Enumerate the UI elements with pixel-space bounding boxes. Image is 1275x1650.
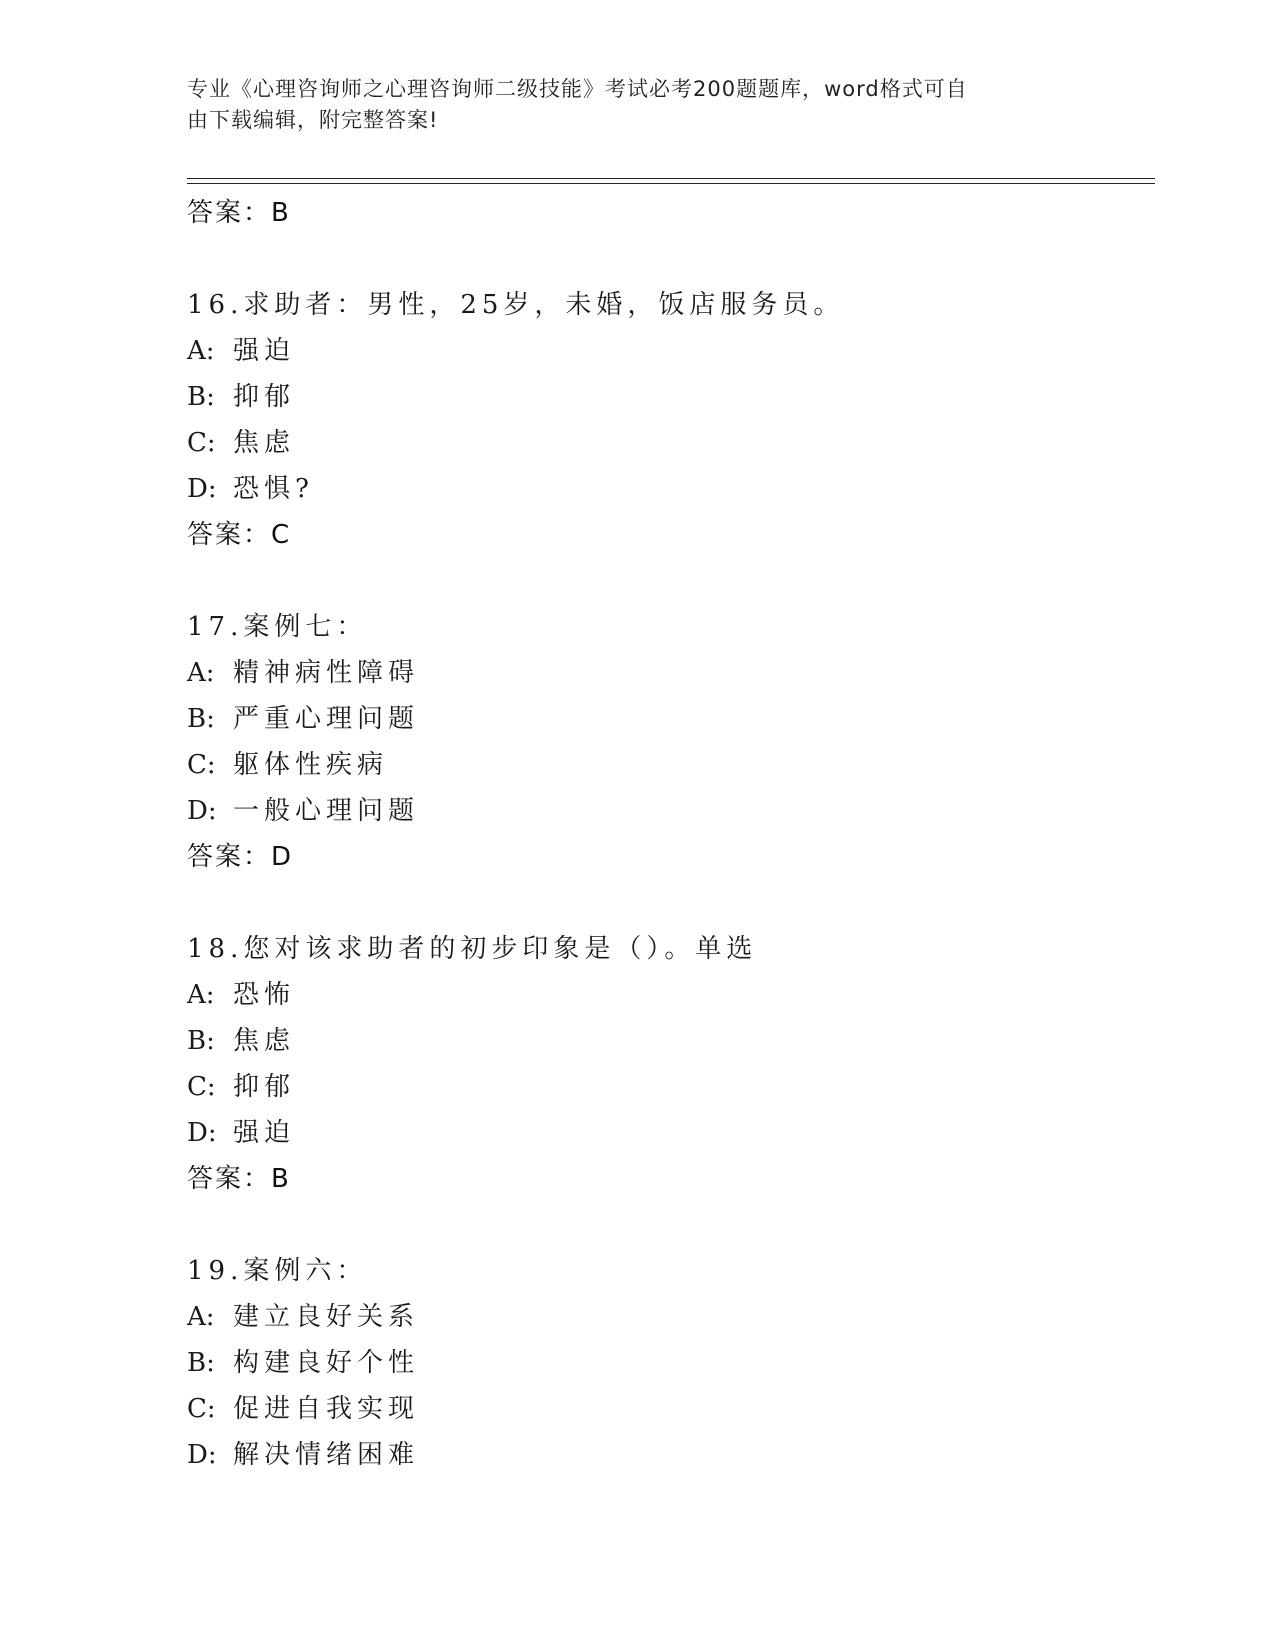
document-header — [187, 74, 1067, 136]
answer-line: 答案：B — [187, 198, 291, 228]
header-divider-top — [187, 178, 1155, 179]
question-text: 19.案例六： — [187, 1256, 368, 1286]
option-d: D: 强迫 — [187, 1118, 296, 1148]
spacer — [187, 880, 1147, 926]
option-a: A: 建立良好关系 — [187, 1302, 420, 1332]
spacer — [187, 236, 1147, 282]
option-b: B: 严重心理问题 — [187, 704, 420, 734]
question-list — [187, 190, 1147, 1478]
question-block-18 — [187, 926, 1147, 1202]
option-c: C: 焦虑 — [187, 428, 296, 458]
answer-line: 答案：C — [187, 520, 292, 550]
option-d: D: 恐惧? — [187, 474, 314, 504]
answer-line: 答案：D — [187, 842, 294, 872]
header-line-2: 由下载编辑，附完整答案! — [187, 108, 439, 132]
option-a: A: 精神病性障碍 — [187, 658, 420, 688]
question-text: 16.求助者：男性，25岁，未婚，饭店服务员。 — [187, 290, 845, 320]
question-text: 17.案例七： — [187, 612, 368, 642]
spacer — [187, 558, 1147, 604]
answer-line: 答案：B — [187, 1164, 291, 1194]
option-a: A: 强迫 — [187, 336, 296, 366]
question-text: 18.您对该求助者的初步印象是（）。单选 — [187, 934, 758, 964]
header-divider-bottom — [187, 183, 1155, 184]
option-b: B: 焦虑 — [187, 1026, 296, 1056]
spacer — [187, 1202, 1147, 1248]
option-b: B: 构建良好个性 — [187, 1348, 420, 1378]
question-block-16 — [187, 282, 1147, 558]
option-d: D: 一般心理问题 — [187, 796, 420, 826]
option-b: B: 抑郁 — [187, 382, 296, 412]
option-c: C: 促进自我实现 — [187, 1394, 420, 1424]
option-c: C: 躯体性疾病 — [187, 750, 389, 780]
header-line-1: 专业《心理咨询师之心理咨询师二级技能》考试必考200题题库，word格式可自 — [187, 77, 968, 101]
question-block-19 — [187, 1248, 1147, 1478]
option-c: C: 抑郁 — [187, 1072, 296, 1102]
question-block-17 — [187, 604, 1147, 880]
option-d: D: 解决情绪困难 — [187, 1440, 420, 1470]
option-a: A: 恐怖 — [187, 980, 296, 1010]
